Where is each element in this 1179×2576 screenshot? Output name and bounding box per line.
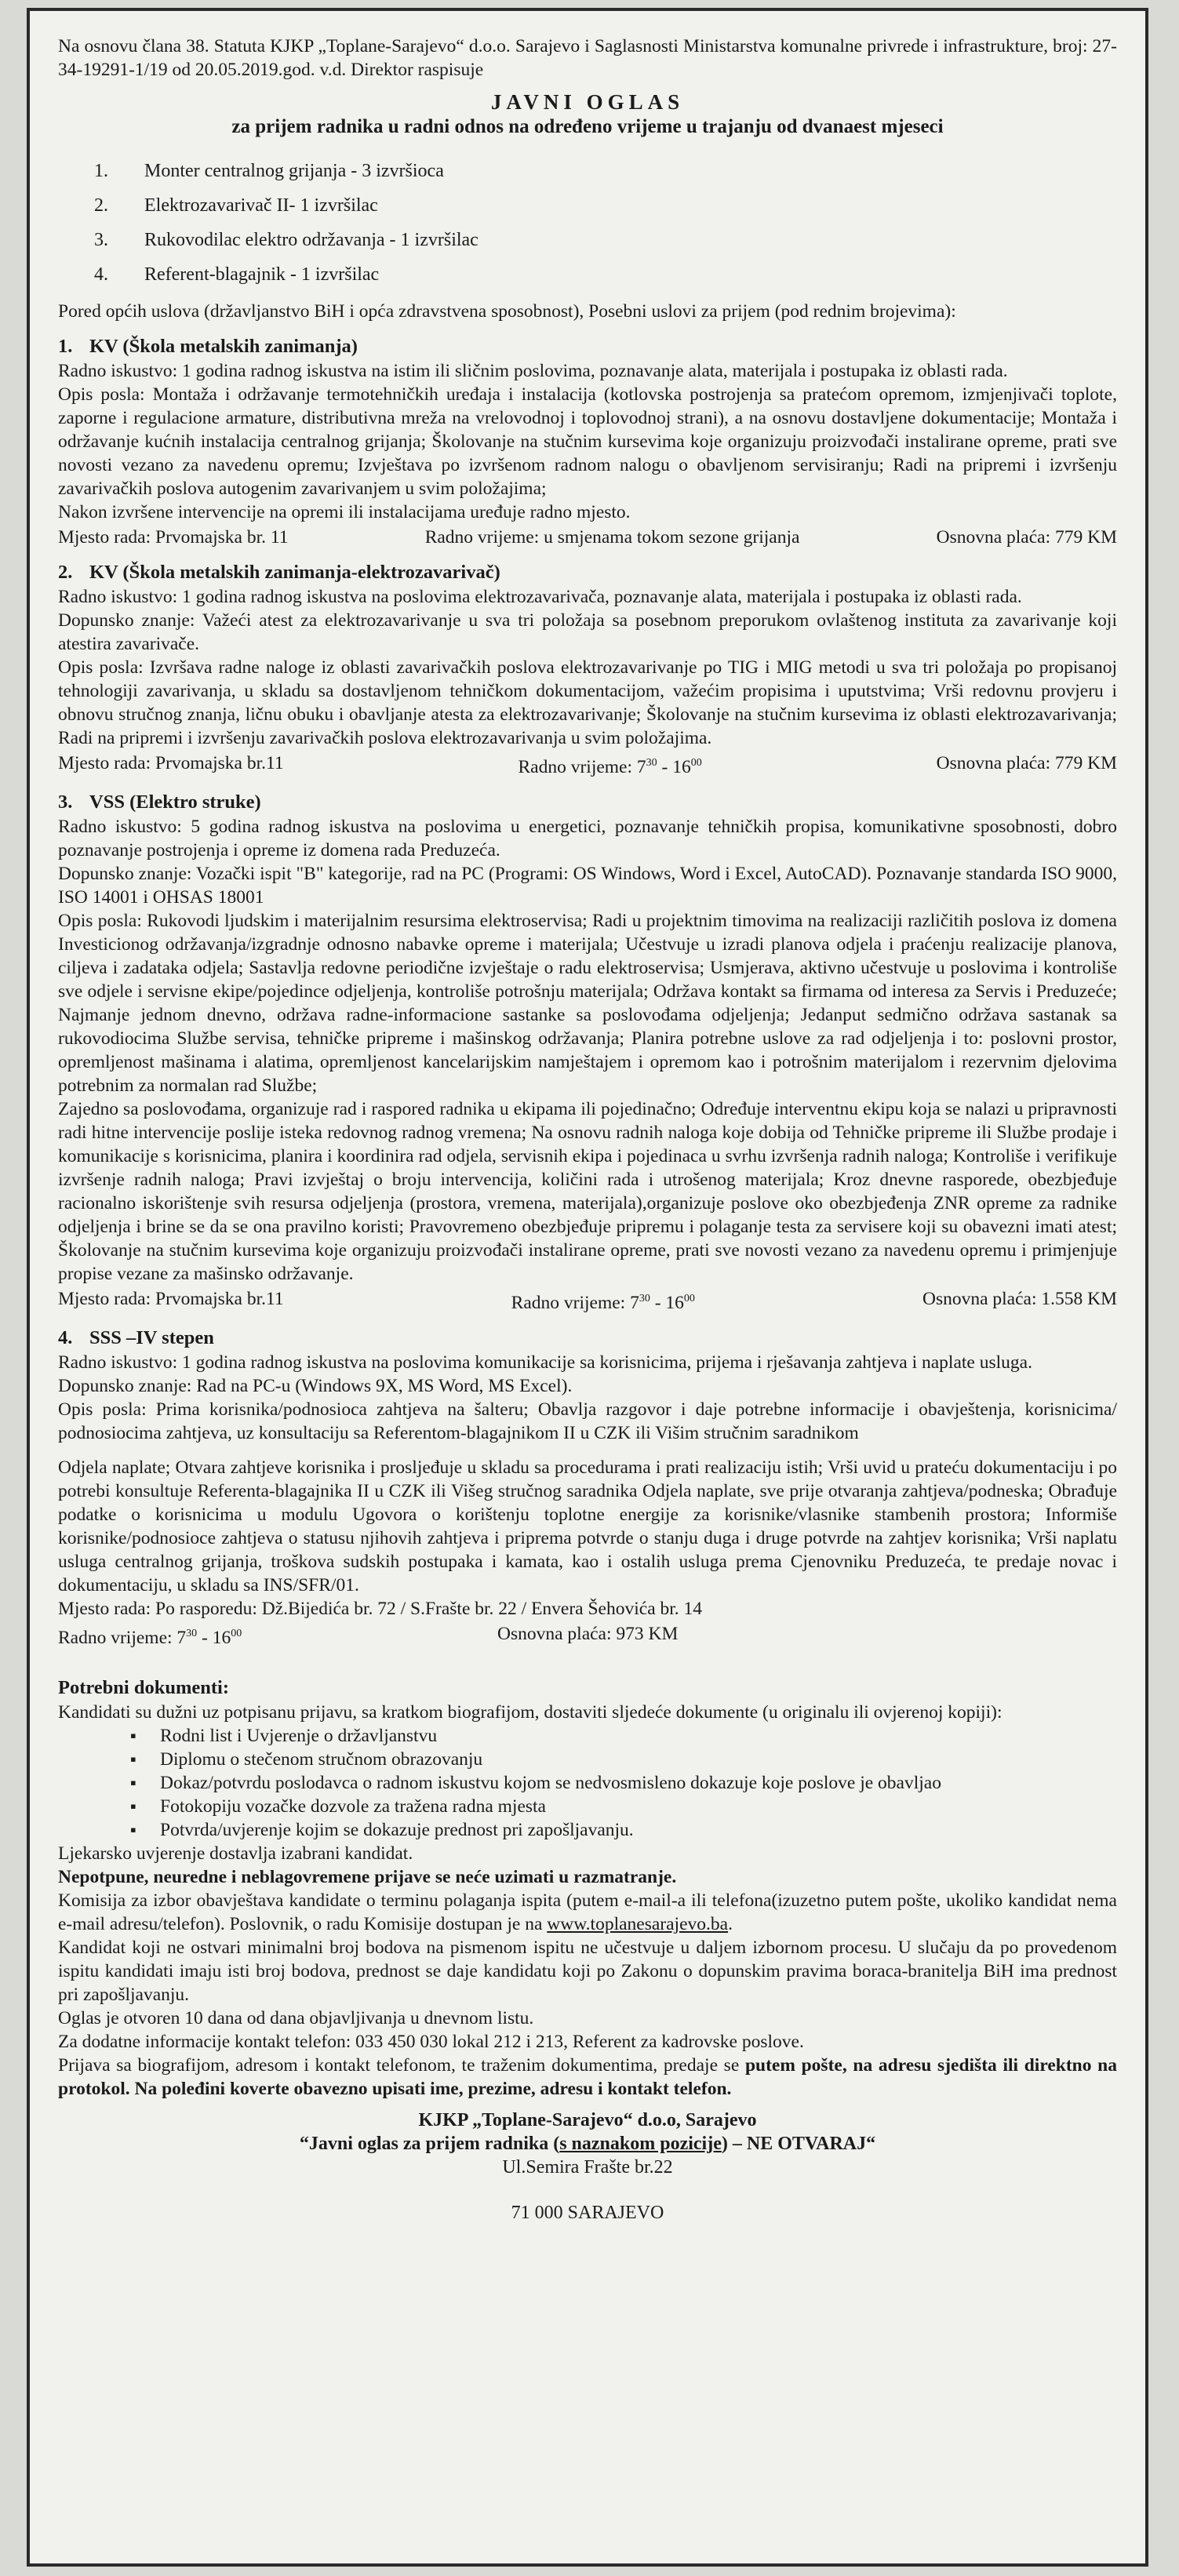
- submission-note: Prijava sa biografijom, adresom i kontakt telefonom, te traženim dokumentima, predaje se putem pošte, na adresu sjedišta ili direktno na protokol. Na poleđini koverte obavezno upisati ime, prezime, adresu i kontakt telefon.: [58, 2055, 1117, 2100]
- work-hours: Radno vrijeme: $7^{30} - 16^{00}$: [511, 1292, 695, 1313]
- section-paragraph: Radno iskustvo: 5 godina radnog iskustva na poslovima u energetici, poznavanje tehničkih propisa, komunikativne sposobnosti, dobro poznavanje postrojenja i opreme iz domena rada Preduzeća.: [58, 816, 1117, 860]
- section-title: VSS (Elektro struke): [89, 791, 261, 813]
- medical-certificate-note: Ljekarsko uvjerenje dostavlja izabrani kandidat.: [58, 1843, 413, 1865]
- section-paragraph: Odjela naplate; Otvara zahtjeve korisnika i prosljeđuje u skladu sa procedurama i prati realizaciju istih; Vrši uvid u prateću dokumentaciju i po potrebi konsultuje Referenta-blagajnika II u CZK ili Višeg stručnog saradnika Odjela naplate, sve prije otvaranja zahtjeva/podneska; Obrađuje podatke o korisnicima u modulu Ugovora o korištenju toplotne energije za korisnike/vlasnike stambenih prostora; Informiše korisnike/podnosioce zahtjeva o statusu njihovih zahtjeva i priprema potvrde o stanju duga i druge potvrde na zahtjev korisnika; Vrši naplatu usluga centralnog grijanja, troškova sudskih postupaka i kamata, kao i ostalih usluga prema Cjenovniku Preduzeća, te predaje novac i dokumentaciju, u skladu sa INS/SFR/01.: [58, 1457, 1117, 1595]
- company-name: KJKP „Toplane-Sarajevo“ d.o.o, Sarajevo: [418, 2110, 757, 2131]
- base-salary: Osnovna plaća: 779 KM: [936, 527, 1117, 548]
- base-salary: Osnovna plaća: 1.558 KM: [922, 1288, 1117, 1309]
- section-paragraph: Radno iskustvo: 1 godina radnog iskustva na istim ili sličnim poslovima, poznavanje alata, materijala i postupaka iz oblasti rada.: [58, 361, 1008, 381]
- envelope-note: “Javni oglas za prijem radnika (s naznakom pozicije) – NE OTVARAJ“: [299, 2134, 876, 2155]
- job-advertisement-page: [27, 8, 1148, 2567]
- positions-list: [58, 154, 1117, 292]
- section-2: [58, 560, 1117, 779]
- work-place: Mjesto rada: Prvomajska br. 11: [58, 527, 289, 548]
- mailing-address: [58, 2108, 1117, 2225]
- open-period-note: Oglas je otvoren 10 dana od dana objavljivanja u dnevnom listu.: [58, 2008, 534, 2029]
- position-item: 4. Referent-blagajnik - 1 izvršilac: [113, 257, 1117, 292]
- section-paragraph: Nakon izvršene intervencije na opremi ili instalacijama uređuje radno mjesto.: [58, 502, 631, 522]
- section-paragraph: Opis posla: Rukovodi ljudskim i materijalnim resursima elektroservisa; Radi u projektnim timovima na realizaciji različitih poslova iz domena Investicionog održavanja/izgradnje odnosno nabavke opreme i materijala; Učestvuje u izradi planova odjela i praćenju realizacije planova, ciljeva i zadataka odjela; Sastavlja redovne periodične izvještaje o radu elektroservisa; Usmjerava, aktivno učestvuje u poslovima i kontroliše sve odjele i servisne ekipe/pojedince odjeljenja, kontroliše potrošnju materijala; Održava kontakt sa firmama od interesa za Servis i Preduzeće; Najmanje jednom dnevno, održava radne-informacione sastanke sa poslovođama odjeljenja; Jedanput sedmično održava sastanak sa rukovodiocima Službe servisa, tehničke pripreme i mašinskog održavanja; Planira potrebne uslove za rad odjeljenja i to: poslovni prostor, opremljenost mašinama i alatima, opremljenost kancelarijskim namještajem i opremom kao i potrošnim materijalom i rezervnim djelovima potrebnim za normalan rad Službe;: [58, 910, 1117, 1096]
- section-terms: [58, 526, 1117, 549]
- documents-list: [58, 1724, 1117, 1842]
- position-item: 1. Monter centralnog grijanja - 3 izvršioca: [113, 154, 1117, 188]
- announcement-subtitle: za prijem radnika u radni odnos na određeno vrijeme u trajanju od dvanaest mjeseci: [231, 116, 944, 137]
- document-item: ▪ Diplomu o stečenom stručnom obrazovanju: [160, 1748, 1117, 1771]
- section-paragraph: Opis posla: Izvršava radne naloge iz oblasti zavarivačkih poslova elektrozavarivanje po TIG i MIG metodi u sva tri položaja po propisanoj tehnologiji zavarivanja, u skladu sa dostavljenom tehničkom dokumentacijom, važećim propisima i uputstvima; Vrši redovnu provjeru i obnovu stručnog znanja, ličnu obuku i obavljanje atesta za elektrozavarivanje; Školovanje na stučnim kursevima iz oblasti elektrozavarivanja; Radi na pripremi i izvršenju zavarivačkih poslova elektrozavarivanja u svim položajima.: [58, 657, 1117, 748]
- section-heading: [58, 790, 1117, 815]
- section-paragraph: Opis posla: Montaža i održavanje termotehničkih uređaja i instalacija (kotlovska postrojenja sa pratećom opremom, izmjenjivači toplote, zaporne i regulacione armature, distributivna mreža na vrelovodnoj i toplovodnoj strani), a na osnovu dostavljene dokumentacije; Montaža i održavanje kućnih instalacija centralnog grijanja; Školovanje na stučnim kursevima koje organizuju proizvođači instalirane opreme, prati sve novosti vezano za navedenu opremu; Izvještava po izvršenom radnom nalogu o obavljenom servisiranju; Radi na pripremi i izvršenju zavarivačkih poslova autogenim zavarivanjem u svim položajima;: [58, 384, 1117, 499]
- section-paragraph: Radno iskustvo: 1 godina radnog iskustva na poslovima komunikacije sa korisnicima, prijema i rješavanja zahtjeva i naplate usluga.: [58, 1352, 1032, 1373]
- section-terms: [58, 1622, 1117, 1650]
- section-paragraph: Dopunsko znanje: Važeći atest za elektrozavarivanje u sva tri položaja sa posebnom preporukom ovlaštenog instituta za zavarivanje koji atestira zavarivače.: [58, 610, 1117, 654]
- section-heading: [58, 560, 1117, 585]
- section-terms: [58, 751, 1117, 779]
- section-paragraph: Dopunsko znanje: Rad na PC-u (Windows 9X, MS Word, MS Excel).: [58, 1375, 573, 1396]
- section-3: [58, 790, 1117, 1315]
- section-paragraph: Zajedno sa poslovođama, organizuje rad i raspored radnika u ekipama ili pojedinačno; Određuje interventnu ekipu koja se nalazi u pripravnosti radi hitne intervencije poslije isteka redovnog radnog vremena; Na osnovu radnih naloga koje dobija od Tehničke pripreme ili Službe prodaje i komunikacije s korisnicima, planira i koordinira rad odjela, servisnih ekipa i pojedinaca u svrhu izvršenja radnih naloga; Kontroliše i verifikuje izvršenje radnih naloga; Pravi izvještaj o broju intervencija, količini rada i utrošenog materijala; Kroz dnevne rasporede, obezbjeđuje racionalno iskorištenje svih resursa odjeljenja (prostora, vremena, materijala),organizuje poslove oko obezbjeđenja ZNR opreme za radnike odjeljenja i brine se da se ona pravilno koristi; Pravovremeno obezbjeđuje pripremu i polaganje testa za servisere koji su obavezni imati atest; Školovanje na stučnim kursevima koje organizuju proizvođači instalirane opreme, prati sve novosti vezano za navedenu opremu i primjenjuje propise vezane za mašinsko održavanje.: [58, 1098, 1117, 1284]
- work-hours: Radno vrijeme: u smjenama tokom sezone grijanja: [424, 527, 800, 548]
- work-place: Mjesto rada: Prvomajska br.11: [58, 1288, 284, 1309]
- section-number: 2.: [58, 562, 73, 583]
- commission-note: Komisija za izbor obavještava kandidate o terminu polaganja ispita (putem e-mail-a ili telefona(izuzetno putem pošte, ukoliko kandidat nema e-mail adresu/telefon). Poslovnik, o radu Komisije dostupan je na www.toplanesarajevo.ba.: [58, 1890, 1117, 1935]
- position-item: 3. Rukovodilac elektro održavanja - 1 izvršilac: [113, 223, 1117, 257]
- section-1: [58, 334, 1117, 549]
- section-number: 4.: [58, 1326, 73, 1348]
- section-title: KV (Škola metalskih zanimanja): [89, 336, 358, 357]
- incomplete-applications-note: Nepotpune, neuredne i neblagovremene prijave se neće uzimati u razmatranje.: [58, 1867, 677, 1888]
- section-heading: [58, 334, 1117, 359]
- intro-paragraph: Na osnovu člana 38. Statuta KJKP „Toplane-Sarajevo“ d.o.o. Sarajevo i Saglasnosti Ministarstva komunalne privrede i infrastrukture, broj: 27-34-19291-1/19 od 20.05.2019.god. v.d. Direktor raspisuje: [58, 36, 1117, 80]
- documents-intro: Kandidati su dužni uz potpisanu prijavu, sa kratkom biografijom, dostaviti sljedeće dokumente (u originalu ili ovjerenoj kopiji):: [58, 1702, 1003, 1723]
- document-item: ▪ Rodni list i Uvjerenje o državljanstvu: [160, 1724, 1117, 1748]
- section-terms: [58, 1287, 1117, 1315]
- section-4: [58, 1326, 1117, 1650]
- section-number: 1.: [58, 336, 73, 357]
- section-number: 3.: [58, 791, 73, 813]
- document-item: ▪ Potvrda/uvjerenje kojim se dokazuje prednost pri zapošljavanju.: [160, 1818, 1117, 1842]
- section-title: SSS –IV stepen: [89, 1326, 214, 1348]
- city: 71 000 SARAJEVO: [511, 2203, 664, 2224]
- position-item: 2. Elektrozavarivač II- 1 izvršilac: [113, 188, 1117, 223]
- work-hours: Radno vrijeme: $7^{30} - 16^{00}$: [518, 756, 702, 777]
- street-address: Ul.Semira Frašte br.22: [502, 2157, 673, 2178]
- documents-title: Potrebni dokumenti:: [58, 1677, 230, 1699]
- announcement-title: JAVNI OGLAS: [490, 90, 685, 114]
- section-paragraph: Opis posla: Prima korisnika/podnosioca zahtjeva na šalteru; Obavlja razgovor i daje potrebne informacije i obavještenja, korisnicima/ podnosiocima zahtjeva, uz konsultaciju sa Referentom-blagajnikom II u CZK ili Višim stručnim saradnikom: [58, 1399, 1117, 1443]
- exam-note: Kandidat koji ne ostvari minimalni broj bodova na pismenom ispitu ne učestvuje u daljem izbornom procesu. U slučaju da po provedenom ispitu kandidati imaju isti broj bodova, prednost se daje kandidatu koji po Zakonu o dopunskim pravima boraca-branitelja BiH ima prednost pri zapošljavanju.: [58, 1937, 1117, 2006]
- document-item: ▪ Fotokopiju vozačke dozvole za tražena radna mjesta: [160, 1795, 1117, 1818]
- section-paragraph: Radno iskustvo: 1 godina radnog iskustva na poslovima elektrozavarivača, poznavanje alata, materijala i postupaka iz oblasti rada.: [58, 587, 1022, 607]
- work-hours: Radno vrijeme: $7^{30} - 16^{00}$: [58, 1627, 242, 1648]
- section-title: KV (Škola metalskih zanimanja-elektrozavarivač): [89, 562, 500, 583]
- work-place: Mjesto rada: Prvomajska br.11: [58, 753, 284, 773]
- base-salary: Osnovna plaća: 973 KM: [497, 1623, 679, 1644]
- base-salary: Osnovna plaća: 779 KM: [936, 753, 1117, 773]
- contact-note: Za dodatne informacije kontakt telefon: 033 450 030 lokal 212 i 213, Referent za kadrovske poslove.: [58, 2032, 804, 2053]
- document-item: ▪ Dokaz/potvrdu poslodavca o radnom iskustvu kojom se nedvosmisleno dokazuje koje poslove je obavljao: [160, 1771, 1117, 1795]
- section-paragraph: Dopunsko znanje: Vozački ispit "B" kategorije, rad na PC (Programi: OS Windows, Word i Excel, AutoCAD). Poznavanje standarda ISO 9000, ISO 14001 i OHSAS 18001: [58, 863, 1117, 908]
- section-heading: [58, 1326, 1117, 1351]
- general-conditions: Pored općih uslova (državljanstvo BiH i opća zdravstvena sposobnost), Posebni uslovi za prijem (pod rednim brojevima):: [58, 301, 956, 322]
- work-place: Mjesto rada: Po rasporedu: Dž.Bijedića br. 72 / S.Frašte br. 22 / Envera Šehovića br. 14: [58, 1598, 703, 1619]
- website-link[interactable]: www.toplanesarajevo.ba: [547, 1914, 729, 1935]
